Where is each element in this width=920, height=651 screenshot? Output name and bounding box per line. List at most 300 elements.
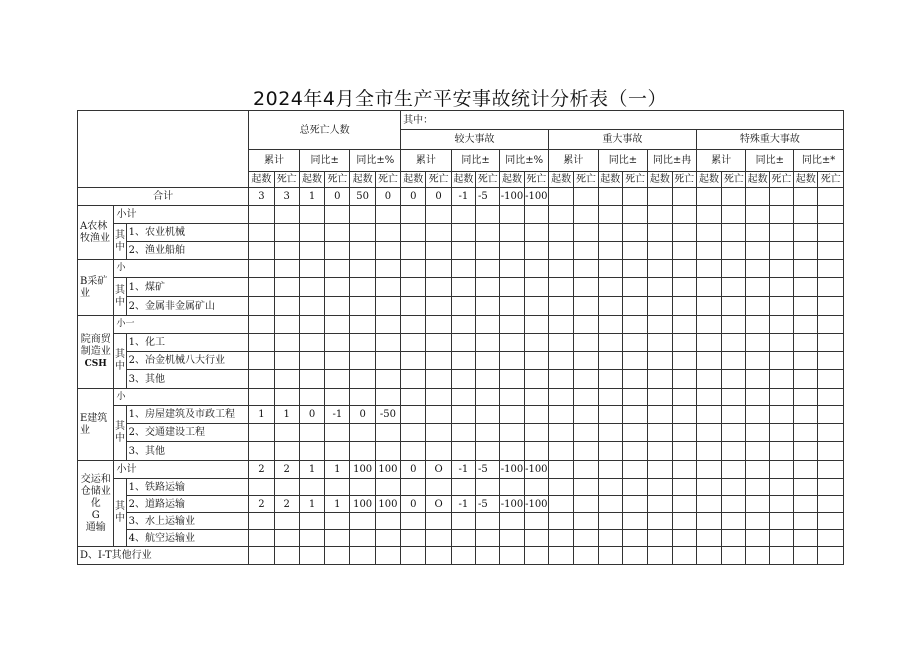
cell: [672, 334, 696, 352]
cell: [299, 479, 324, 496]
cell: [722, 479, 746, 496]
cell: [622, 278, 647, 297]
cell: [451, 334, 475, 352]
cell: [451, 424, 475, 442]
cell: [696, 389, 721, 406]
cell: [598, 352, 622, 370]
cell: [274, 530, 299, 547]
cell: [622, 513, 647, 530]
header-group-serious: 重大事故: [548, 130, 696, 150]
header-death: 死亡: [476, 172, 500, 188]
cell: [622, 206, 647, 224]
category-c: [78, 316, 114, 389]
cell: [524, 406, 548, 424]
cell: [769, 206, 793, 224]
cell: [722, 406, 746, 424]
cell: [696, 260, 721, 278]
cell: [722, 389, 746, 406]
header-count: 起数: [648, 172, 672, 188]
cell: [794, 461, 818, 479]
cell: [325, 206, 350, 224]
cell: [598, 224, 622, 242]
cell: [548, 334, 573, 352]
cell: [722, 242, 746, 260]
cell: [746, 547, 769, 565]
header-count: 起数: [401, 172, 426, 188]
cell: [401, 278, 426, 297]
cell: [696, 316, 721, 334]
row-label: 1、化工: [126, 334, 249, 352]
header-count: 起数: [746, 172, 769, 188]
cell: 100: [350, 461, 375, 479]
cell: [350, 278, 375, 297]
cell: [451, 479, 475, 496]
cell: [350, 224, 375, 242]
cell: [401, 479, 426, 496]
cell: [548, 370, 573, 389]
cell: [249, 206, 274, 224]
cell: [598, 479, 622, 496]
cell: [451, 278, 475, 297]
cell: [574, 406, 598, 424]
cell: [299, 530, 324, 547]
cell: -100: [524, 496, 548, 513]
cell: [746, 442, 769, 461]
cell: [476, 352, 500, 370]
cell: [794, 389, 818, 406]
cell: [249, 389, 274, 406]
cell: [574, 352, 598, 370]
cell: -1: [451, 188, 475, 206]
cell: [622, 370, 647, 389]
cell: 0: [401, 188, 426, 206]
category-g-label: 交运和仓储业化: [80, 473, 111, 509]
cell: [622, 530, 647, 547]
cell: [794, 334, 818, 352]
cell: [401, 513, 426, 530]
cell: [672, 278, 696, 297]
cell: [794, 278, 818, 297]
cell: [350, 316, 375, 334]
cell: -100: [500, 461, 524, 479]
header-count: 起数: [548, 172, 573, 188]
row-label: 3、其他: [126, 442, 249, 461]
cell: [325, 242, 350, 260]
cell: [548, 479, 573, 496]
cell: [476, 547, 500, 565]
cell: [548, 242, 573, 260]
cell: [574, 188, 598, 206]
cell: [722, 461, 746, 479]
cell: [524, 334, 548, 352]
cell: [524, 316, 548, 334]
cell: [325, 260, 350, 278]
cell: [769, 442, 793, 461]
cell: [574, 334, 598, 352]
cell: [476, 334, 500, 352]
category-e: E建筑业: [78, 389, 114, 461]
cell: [524, 530, 548, 547]
cell: [574, 370, 598, 389]
cell: [622, 224, 647, 242]
row-label: 2、交通建设工程: [126, 424, 249, 442]
cell: [672, 260, 696, 278]
cell: [401, 242, 426, 260]
cell: [524, 370, 548, 389]
cell: [375, 479, 400, 496]
cell: [274, 442, 299, 461]
row-label: 1、铁路运输: [126, 479, 249, 496]
cell: [426, 513, 451, 530]
cell: [722, 224, 746, 242]
cell: [648, 406, 672, 424]
cell: [401, 260, 426, 278]
cell: -1: [451, 461, 475, 479]
cell: [375, 370, 400, 389]
cell: 3: [274, 188, 299, 206]
cell: [648, 370, 672, 389]
cell: [769, 188, 793, 206]
cell: [524, 442, 548, 461]
cell: [622, 188, 647, 206]
cell: [746, 424, 769, 442]
cell: [451, 352, 475, 370]
cell: [818, 479, 844, 496]
cell: [722, 316, 746, 334]
cell: [249, 260, 274, 278]
cell: [401, 206, 426, 224]
cell: [375, 547, 400, 565]
cell: [818, 547, 844, 565]
cell: 2: [249, 496, 274, 513]
statistics-table: [77, 110, 844, 565]
cell: [350, 547, 375, 565]
cell: [500, 224, 524, 242]
cell: [648, 389, 672, 406]
cell: 1: [299, 188, 324, 206]
cell: [746, 278, 769, 297]
cell: 0: [426, 188, 451, 206]
header-death: 死亡: [325, 172, 350, 188]
table-row: [78, 224, 844, 242]
cell: [426, 224, 451, 242]
cell: [401, 370, 426, 389]
cell: [648, 496, 672, 513]
cell: 0: [350, 406, 375, 424]
cell: [598, 278, 622, 297]
header-cumulative: 累计: [249, 150, 300, 172]
cell: 1: [299, 496, 324, 513]
cell: [249, 370, 274, 389]
cell: [375, 242, 400, 260]
table-row: [78, 406, 844, 424]
row-label: D、I-T其他行业: [78, 547, 249, 565]
cell: [648, 206, 672, 224]
header-death: 死亡: [574, 172, 598, 188]
cell: [598, 242, 622, 260]
cell: 0: [299, 406, 324, 424]
cell: [648, 260, 672, 278]
cell: [325, 278, 350, 297]
cell: [818, 513, 844, 530]
cell: [794, 496, 818, 513]
cell: [598, 513, 622, 530]
cell: [622, 406, 647, 424]
cell: [274, 297, 299, 316]
table-row: [78, 111, 844, 130]
cell: [746, 297, 769, 316]
cell: [375, 389, 400, 406]
cell: [476, 513, 500, 530]
cell: [574, 278, 598, 297]
cell: [500, 389, 524, 406]
header-yoy: 同比±: [299, 150, 350, 172]
cell: [401, 406, 426, 424]
cell: [299, 424, 324, 442]
header-yoy-pct: 同比±冉: [648, 150, 697, 172]
cell: [696, 424, 721, 442]
cell: [794, 352, 818, 370]
cell: [696, 297, 721, 316]
cell: [426, 389, 451, 406]
cell: [249, 424, 274, 442]
cell: [249, 224, 274, 242]
cell: [274, 278, 299, 297]
row-label: 小计: [114, 206, 249, 224]
cell: [574, 206, 598, 224]
cell: [274, 424, 299, 442]
cell: [451, 370, 475, 389]
cell: [426, 297, 451, 316]
cell: [818, 530, 844, 547]
cell: [622, 352, 647, 370]
header-of-which: 其中：: [401, 111, 844, 130]
cell: [794, 547, 818, 565]
cell: [500, 334, 524, 352]
of-which-label: 其中: [114, 406, 126, 461]
cell: 50: [350, 188, 375, 206]
cell: [696, 442, 721, 461]
cell: [401, 389, 426, 406]
cell: [325, 224, 350, 242]
cell: [375, 316, 400, 334]
cell: [274, 479, 299, 496]
cell: [818, 242, 844, 260]
table-row: [78, 316, 844, 334]
cell: [598, 442, 622, 461]
cell: [769, 334, 793, 352]
category-b: B采矿业: [78, 260, 114, 316]
cell: [598, 530, 622, 547]
cell: [299, 334, 324, 352]
cell: [426, 547, 451, 565]
cell: [722, 496, 746, 513]
cell: [794, 530, 818, 547]
cell: 1: [325, 496, 350, 513]
cell: 3: [249, 188, 274, 206]
header-yoy: 同比±: [451, 150, 500, 172]
cell: O: [426, 461, 451, 479]
cell: -1: [325, 406, 350, 424]
cell: [524, 513, 548, 530]
cell: [426, 352, 451, 370]
cell: [672, 496, 696, 513]
cell: [598, 496, 622, 513]
category-c-code: CSH: [84, 359, 107, 369]
cell: [426, 334, 451, 352]
cell: [769, 479, 793, 496]
table-row: [78, 389, 844, 406]
cell: [574, 316, 598, 334]
cell: [548, 389, 573, 406]
cell: [426, 316, 451, 334]
category-g: [78, 461, 114, 547]
cell: [548, 442, 573, 461]
header-count: 起数: [249, 172, 274, 188]
cell: [769, 316, 793, 334]
cell: [769, 496, 793, 513]
cell: [451, 389, 475, 406]
cell: [622, 442, 647, 461]
header-death: 死亡: [622, 172, 647, 188]
cell: [622, 316, 647, 334]
cell: [746, 389, 769, 406]
cell: [524, 479, 548, 496]
table-row: [78, 206, 844, 224]
cell: [672, 242, 696, 260]
cell: [818, 370, 844, 389]
cell: [598, 461, 622, 479]
header-count: 起数: [299, 172, 324, 188]
table-row: [78, 530, 844, 547]
cell: [299, 297, 324, 316]
row-label: 2、冶金机械八大行业: [126, 352, 249, 370]
cell: [722, 352, 746, 370]
cell: [574, 547, 598, 565]
cell: [696, 352, 721, 370]
cell: [476, 442, 500, 461]
cell: [274, 370, 299, 389]
cell: [476, 389, 500, 406]
header-count: 起数: [500, 172, 524, 188]
cell: [375, 513, 400, 530]
cell: [249, 352, 274, 370]
cell: [426, 424, 451, 442]
cell: [648, 547, 672, 565]
cell: [794, 188, 818, 206]
cell: [274, 224, 299, 242]
cell: [722, 206, 746, 224]
row-label: 2、金属非金属矿山: [126, 297, 249, 316]
cell: [249, 513, 274, 530]
cell: [476, 224, 500, 242]
header-group-extraordinary: 特殊重大事故: [696, 130, 843, 150]
cell: [769, 278, 793, 297]
cell: [325, 442, 350, 461]
cell: [696, 547, 721, 565]
category-a: A农林牧渔业: [78, 206, 114, 260]
cell: [548, 206, 573, 224]
cell: -5: [476, 188, 500, 206]
cell: [648, 442, 672, 461]
cell: [299, 278, 324, 297]
cell: 1: [274, 406, 299, 424]
cell: [350, 530, 375, 547]
table-row: [78, 496, 844, 513]
header-count: 起数: [598, 172, 622, 188]
cell: [476, 424, 500, 442]
cell: [818, 260, 844, 278]
cell: [451, 530, 475, 547]
row-label: 小: [114, 260, 249, 278]
cell: -100: [524, 461, 548, 479]
cell: [375, 297, 400, 316]
cell: [746, 479, 769, 496]
cell: [746, 406, 769, 424]
cell: [325, 389, 350, 406]
cell: [769, 260, 793, 278]
cell: [696, 513, 721, 530]
cell: [375, 424, 400, 442]
row-label: 小计: [114, 461, 249, 479]
cell: [476, 370, 500, 389]
cell: [476, 479, 500, 496]
cell: [696, 188, 721, 206]
cell: -100: [500, 188, 524, 206]
cell: [451, 316, 475, 334]
cell: [451, 260, 475, 278]
cell: [769, 513, 793, 530]
cell: [426, 479, 451, 496]
cell: [722, 513, 746, 530]
cell: [722, 370, 746, 389]
cell: [696, 479, 721, 496]
cell: [746, 316, 769, 334]
cell: [648, 479, 672, 496]
cell: [375, 530, 400, 547]
of-which-label: 其中: [114, 334, 126, 389]
category-c-label: 院商贸制造业: [80, 334, 111, 357]
cell: -5: [476, 496, 500, 513]
cell: [476, 406, 500, 424]
cell: [598, 389, 622, 406]
cell: [769, 406, 793, 424]
cell: [350, 442, 375, 461]
cell: [325, 352, 350, 370]
cell: [794, 513, 818, 530]
cell: [722, 260, 746, 278]
cell: [769, 242, 793, 260]
cell: [375, 206, 400, 224]
cell: [548, 547, 573, 565]
cell: [426, 278, 451, 297]
header-yoy: 同比±: [746, 150, 794, 172]
cell: [746, 224, 769, 242]
cell: [325, 530, 350, 547]
cell: [574, 242, 598, 260]
cell: [249, 278, 274, 297]
cell: [794, 406, 818, 424]
cell: [746, 260, 769, 278]
cell: [622, 242, 647, 260]
cell: [524, 260, 548, 278]
cell: [524, 278, 548, 297]
cell: [350, 389, 375, 406]
cell: [818, 496, 844, 513]
cell: [769, 547, 793, 565]
cell: [451, 206, 475, 224]
cell: [500, 260, 524, 278]
